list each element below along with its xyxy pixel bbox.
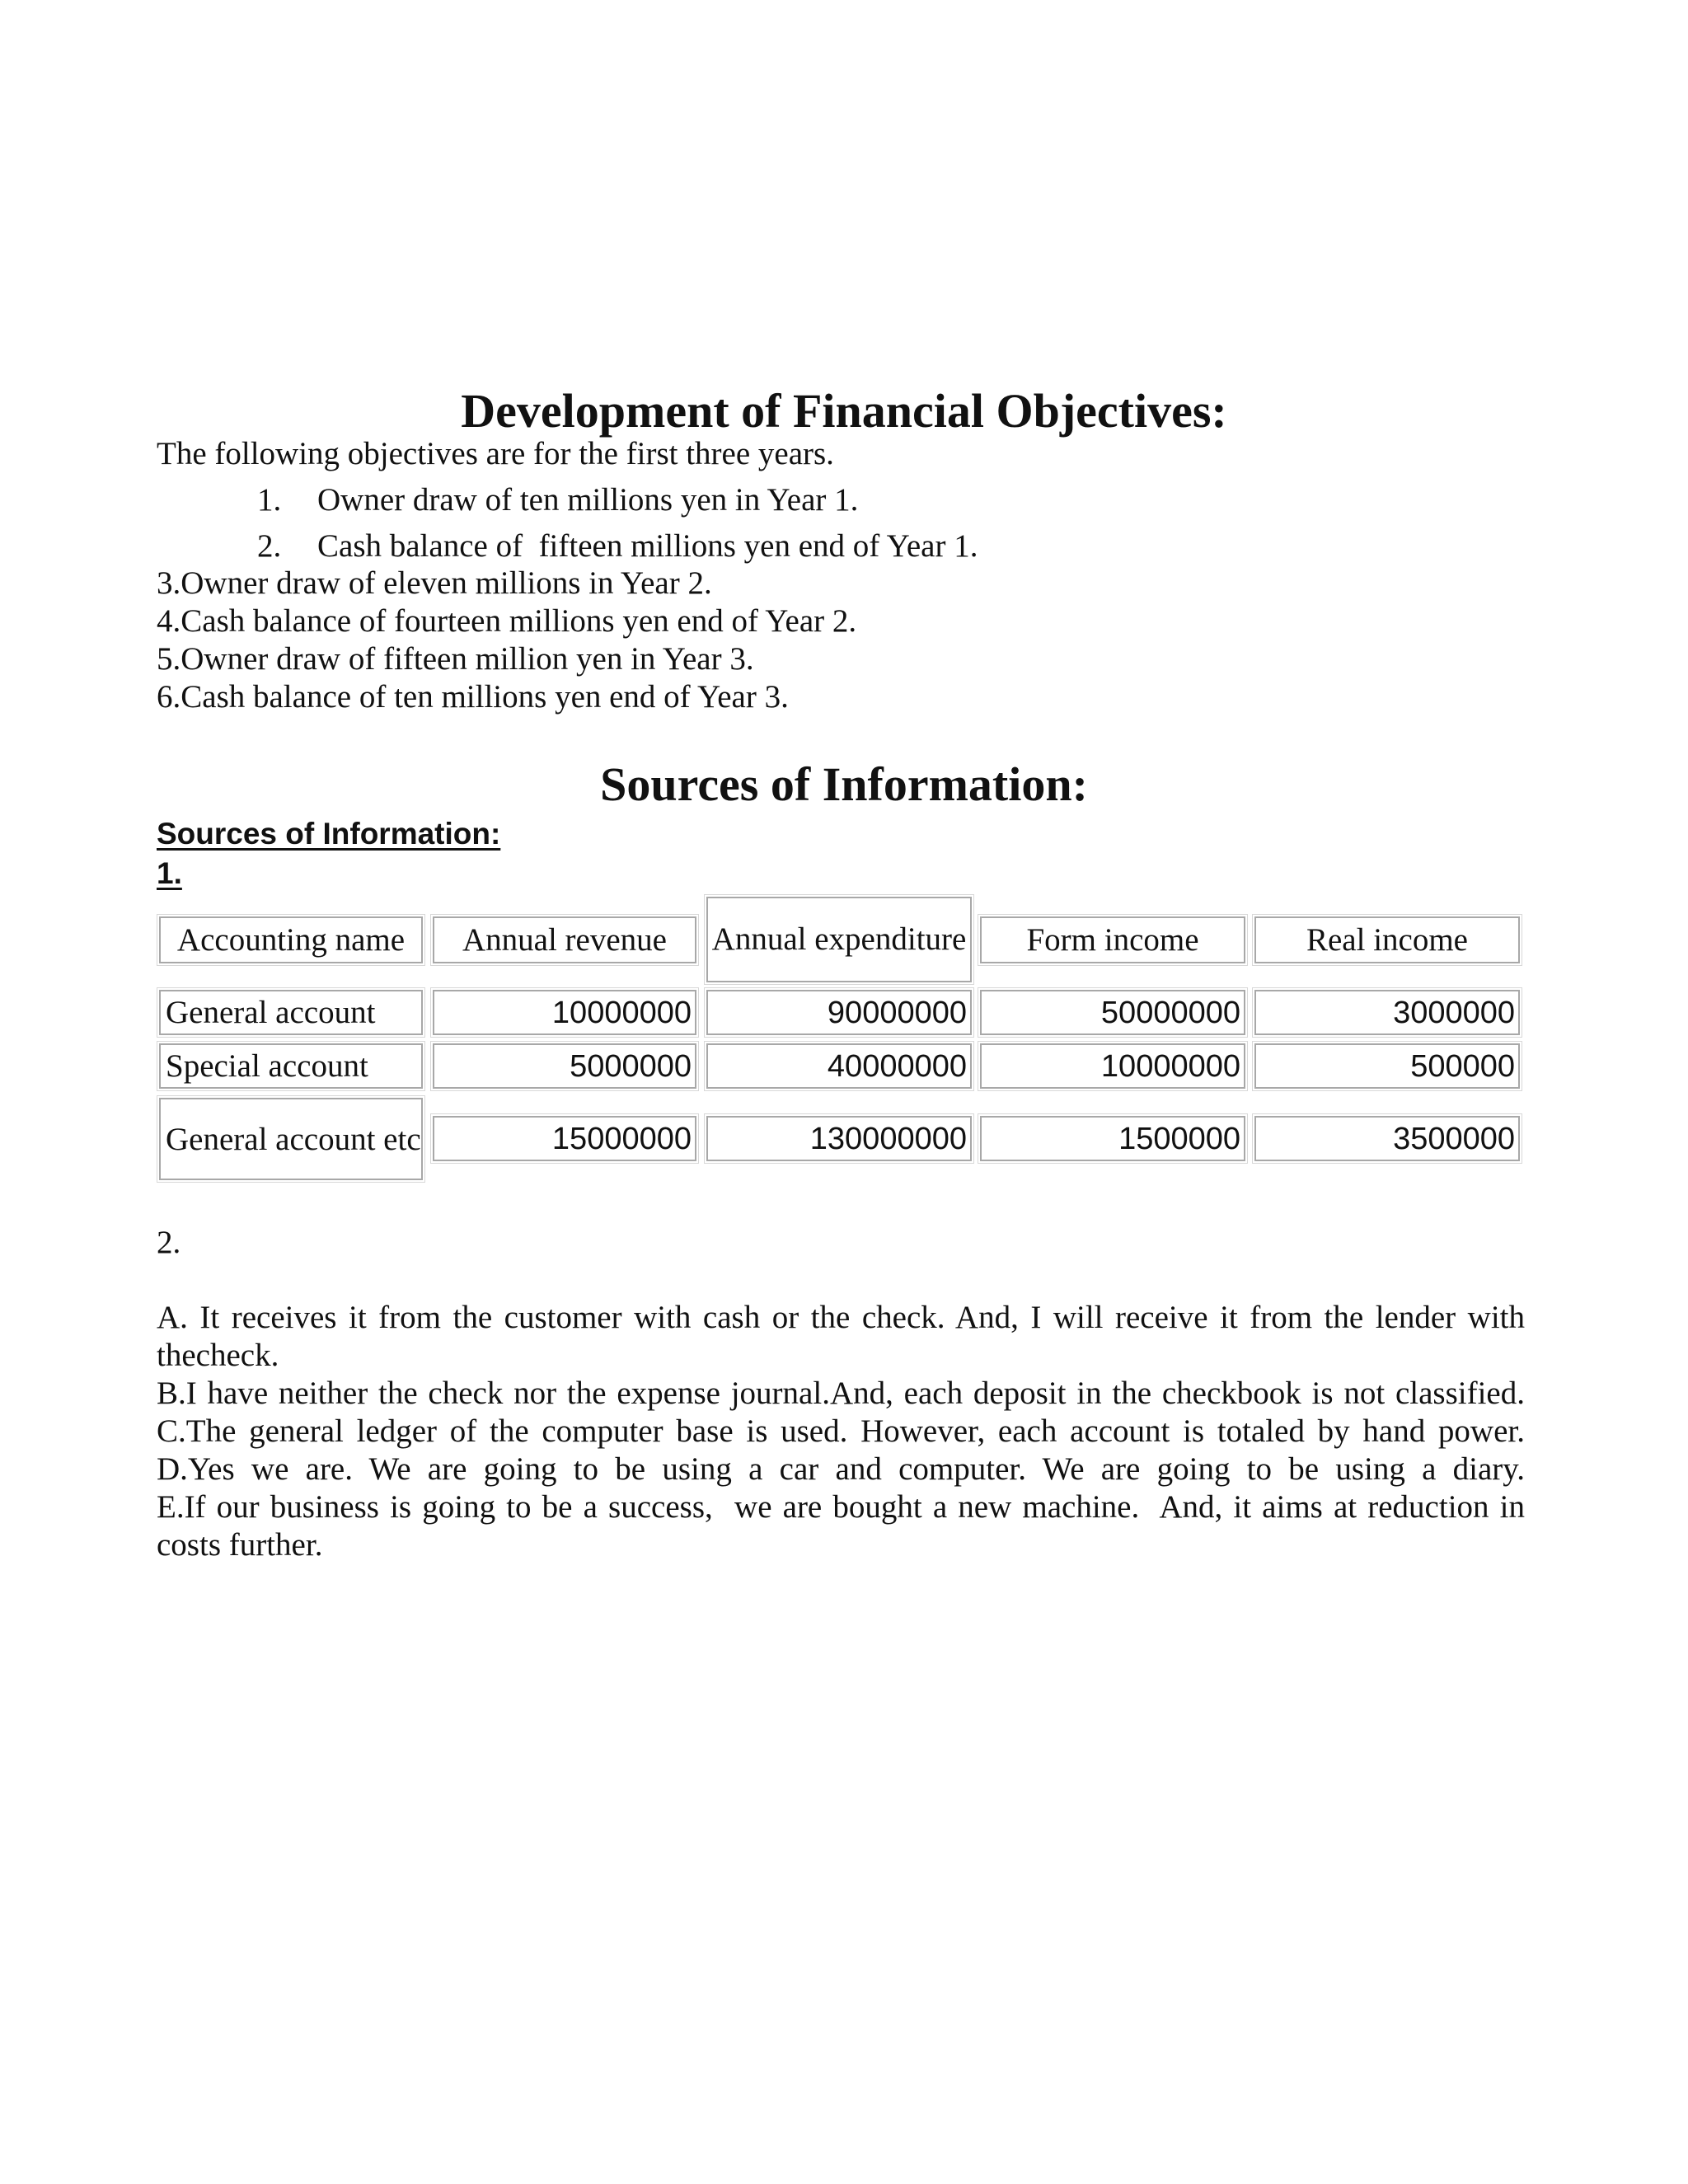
table-header-annual-revenue: Annual revenue xyxy=(433,916,696,963)
objective-1-number: 1. xyxy=(257,482,282,518)
answer-d: D.Yes we are. We are going to be using a car and computer. We are going to be using a diary. xyxy=(157,1451,1525,1487)
table-row-1-real-income: 3000000 xyxy=(1254,990,1520,1035)
answer-e-line-2: costs further. xyxy=(157,1527,323,1563)
table-row-2-form-income: 10000000 xyxy=(980,1043,1245,1089)
objective-4: 4.Cash balance of fourteen millions yen end of Year 2. xyxy=(157,603,857,639)
answer-c: C.The general ledger of the computer base is used. However, each account is totaled by hand power. xyxy=(157,1413,1525,1449)
table-row-2-annual-expenditure: 40000000 xyxy=(706,1043,972,1089)
objective-2-number: 2. xyxy=(257,528,282,564)
section-title-sources-of-information: Sources of Information: xyxy=(600,757,1088,811)
table-row-3-real-income: 3500000 xyxy=(1254,1116,1520,1161)
table-row-3-annual-expenditure: 130000000 xyxy=(706,1116,972,1161)
table-header-form-income: Form income xyxy=(980,916,1245,963)
item-2-label: 2. xyxy=(157,1225,181,1260)
table-header-annual-expenditure: Annual expenditure xyxy=(706,897,972,982)
table-row-2-real-income: 500000 xyxy=(1254,1043,1520,1089)
sources-subheading: Sources of Information: xyxy=(157,817,501,851)
table-row-1-annual-expenditure: 90000000 xyxy=(706,990,972,1035)
objective-5: 5.Owner draw of fifteen million yen in Year 3. xyxy=(157,641,754,677)
answer-a-line-2: thecheck. xyxy=(157,1338,279,1373)
table-header-accounting-name: Accounting name xyxy=(159,916,423,963)
table-row-1-form-income: 50000000 xyxy=(980,990,1245,1035)
item-1-label: 1. xyxy=(157,856,182,890)
objective-2-text: Cash balance of fifteen millions yen end of Year 1. xyxy=(317,528,978,564)
objective-1-text: Owner draw of ten millions yen in Year 1. xyxy=(317,482,859,518)
answer-e-line-1: E.If our business is going to be a success, we are bought a new machine. And, it aims at reduction in xyxy=(157,1489,1525,1525)
table-row-3-name: General account etc xyxy=(159,1098,423,1180)
table-row-1-annual-revenue: 10000000 xyxy=(433,990,696,1035)
objective-3: 3.Owner draw of eleven millions in Year 2. xyxy=(157,565,712,601)
table-row-1-name: General account xyxy=(159,990,423,1035)
objective-6: 6.Cash balance of ten millions yen end of Year 3. xyxy=(157,679,789,715)
table-row-3-form-income: 1500000 xyxy=(980,1116,1245,1161)
answer-a-line-1: A. It receives it from the customer with cash or the check. And, I will receive it from the lender with xyxy=(157,1300,1525,1335)
table-row-2-name: Special account xyxy=(159,1043,423,1089)
table-row-3-annual-revenue: 15000000 xyxy=(433,1116,696,1161)
section-title-financial-objectives: Development of Financial Objectives: xyxy=(461,384,1227,438)
table-header-real-income: Real income xyxy=(1254,916,1520,963)
answer-b: B.I have neither the check nor the expense journal.And, each deposit in the checkbook is not classified. xyxy=(157,1376,1525,1411)
table-row-2-annual-revenue: 5000000 xyxy=(433,1043,696,1089)
objectives-intro: The following objectives are for the first three years. xyxy=(157,436,834,471)
